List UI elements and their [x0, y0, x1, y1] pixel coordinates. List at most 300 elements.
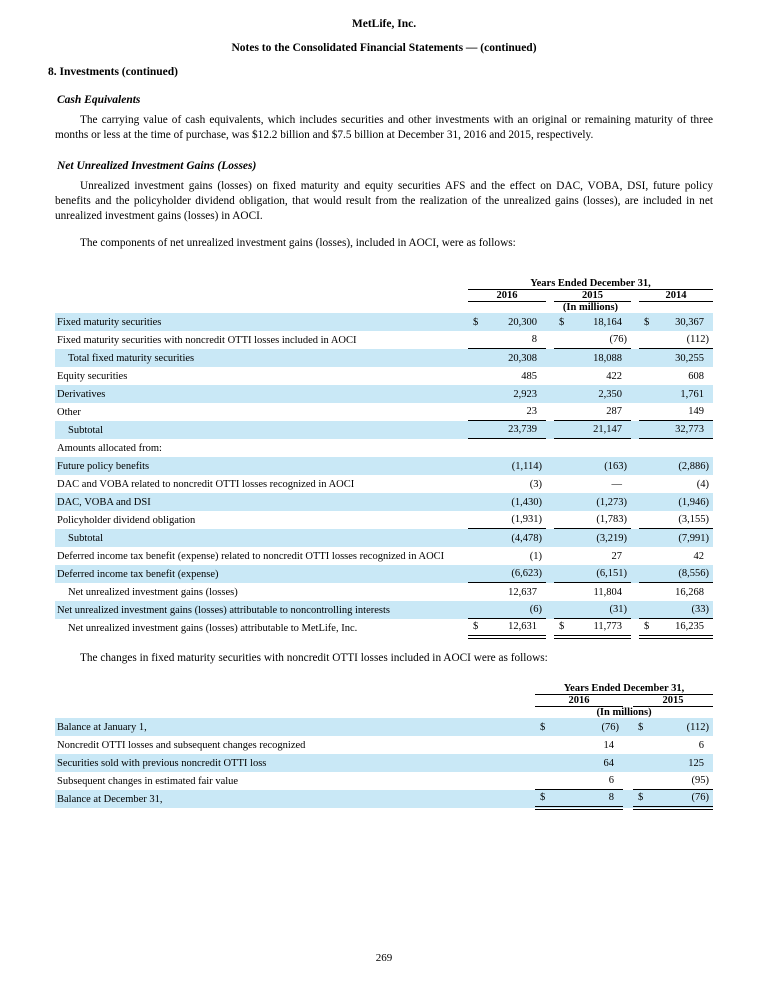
row-label-text: Amounts allocated from:: [57, 442, 162, 454]
column-gap: [631, 289, 639, 301]
table-row: [55, 493, 713, 511]
column-gap: [546, 403, 554, 421]
value-text: (1,931): [511, 514, 542, 526]
row-label: [55, 790, 535, 809]
value-cell-content: [633, 756, 713, 772]
row-label: [55, 718, 535, 736]
company-title: MetLife, Inc.: [351, 18, 417, 30]
value-cell: [535, 718, 623, 736]
value-cell-content: [468, 477, 546, 493]
column-gap: [623, 694, 633, 706]
value-text: (1): [529, 550, 542, 562]
value-cell: [639, 385, 713, 403]
value-text: (163): [604, 460, 627, 472]
value-cell: [554, 619, 631, 638]
value-cell-content: [639, 619, 713, 635]
value-text: (1,114): [511, 460, 542, 472]
value-cell: [468, 529, 546, 547]
cash-equivalents-paragraph: The carrying value of cash equivalents, which includes securities and other investments with an original or remaining maturity of three months or less at the time of purchase, was $12.2 billion and $7.5 billion at December 31, 2016 and 2015, respectively.: [55, 114, 713, 142]
value-cell-content: [639, 549, 713, 565]
components-intro-paragraph: The components of net unrealized investment gains (losses), included in AOCI, were as follows:: [80, 237, 516, 250]
value-cell-content: [633, 720, 713, 736]
value-cell: [639, 475, 713, 493]
value-text: (6): [529, 604, 542, 616]
row-label: [55, 475, 468, 493]
value-cell-content: [468, 549, 546, 565]
column-gap: [546, 421, 554, 439]
value-text: 42: [693, 550, 704, 562]
table-row: [55, 331, 713, 349]
value-cell: [639, 601, 713, 619]
row-label: [55, 583, 468, 601]
value-text: (2,886): [678, 460, 709, 472]
column-gap: [546, 601, 554, 619]
value-cell: [554, 529, 631, 547]
value-cell: [554, 565, 631, 583]
value-cell: [468, 475, 546, 493]
column-gap: [631, 601, 639, 619]
value-cell: [468, 313, 546, 331]
value-cell: [468, 439, 546, 457]
row-label: [55, 493, 468, 511]
value-cell-content: [468, 315, 546, 331]
value-text: 2,923: [513, 388, 537, 400]
column-gap: [546, 331, 554, 349]
row-label-text: Balance at December 31,: [57, 794, 163, 806]
row-label-text: DAC, VOBA and DSI: [57, 496, 151, 508]
row-label-text: Noncredit OTTI losses and subsequent changes recognized: [57, 739, 306, 751]
value-cell: [535, 772, 623, 790]
unrealized-gains-table: [55, 278, 713, 640]
row-label-text: Fixed maturity securities: [57, 316, 162, 328]
row-label: [55, 601, 468, 619]
value-text: (1,273): [596, 496, 627, 508]
row-label: [55, 313, 468, 331]
changes-intro-paragraph: The changes in fixed maturity securities with noncredit OTTI losses included in AOCI were as follows:: [80, 652, 548, 665]
value-text: (76): [691, 792, 710, 804]
value-cell-content: [468, 404, 546, 420]
value-cell-content: [554, 495, 631, 511]
row-label: [55, 736, 535, 754]
column-gap: [546, 565, 554, 583]
value-cell-content: [639, 351, 713, 367]
value-text: (3,219): [596, 532, 627, 544]
column-gap: [546, 439, 554, 457]
value-cell: [639, 619, 713, 638]
value-cell: [554, 403, 631, 421]
header-spacer: [55, 694, 535, 706]
dollar-sign: $: [638, 792, 644, 804]
value-cell: [639, 349, 713, 367]
dollar-sign: $: [540, 721, 546, 733]
value-cell-content: [554, 422, 631, 438]
table-row: [55, 547, 713, 565]
column-gap: [631, 385, 639, 403]
dollar-sign: $: [473, 316, 479, 328]
value-cell: [639, 367, 713, 385]
table-row: [55, 367, 713, 385]
row-label: [55, 565, 468, 583]
row-label-text: Net unrealized investment gains (losses): [68, 586, 238, 598]
value-text: 30,255: [675, 352, 704, 364]
value-cell-content: [468, 459, 546, 475]
year-header-row: [55, 289, 713, 301]
value-cell: [468, 619, 546, 638]
value-text: (3): [529, 478, 542, 490]
value-cell: [554, 421, 631, 439]
value-cell: [468, 547, 546, 565]
value-cell: [639, 583, 713, 601]
value-cell-content: [468, 422, 546, 438]
table-row: [55, 565, 713, 583]
value-cell: [554, 457, 631, 475]
value-text: 16,235: [675, 621, 704, 633]
row-label: [55, 547, 468, 565]
value-cell: [468, 403, 546, 421]
value-text: (33): [691, 604, 709, 616]
value-cell-content: [639, 387, 713, 403]
dollar-sign: $: [644, 316, 650, 328]
value-cell-content: [639, 422, 713, 438]
column-gap: [631, 403, 639, 421]
document-title: Notes to the Consolidated Financial Statements — (continued): [231, 42, 537, 54]
units-header-row: [55, 706, 713, 718]
column-gap: [631, 583, 639, 601]
value-cell: [554, 367, 631, 385]
table-row: [55, 583, 713, 601]
row-label: [55, 772, 535, 790]
column-gap: [546, 583, 554, 601]
row-label: [55, 403, 468, 421]
value-cell: [554, 313, 631, 331]
row-label: [55, 349, 468, 367]
table-row: [55, 601, 713, 619]
value-cell-content: [468, 585, 546, 601]
value-cell: [633, 772, 713, 790]
value-cell-content: [554, 602, 631, 618]
row-label: [55, 511, 468, 529]
header-spacer: [55, 683, 535, 695]
value-cell-content: [468, 512, 546, 528]
row-label: [55, 457, 468, 475]
value-text: (112): [686, 334, 709, 346]
value-cell: [468, 457, 546, 475]
year-column-header: 2016: [468, 289, 546, 301]
value-cell: [535, 790, 623, 809]
value-cell-content: [639, 459, 713, 475]
value-cell-content: [554, 566, 631, 582]
value-cell: [468, 583, 546, 601]
row-label-text: Subtotal: [68, 532, 104, 544]
value-text: 422: [606, 370, 622, 382]
table-row: [55, 403, 713, 421]
value-cell-content: [554, 512, 631, 528]
row-label-text: Securities sold with previous noncredit OTTI loss: [57, 757, 267, 769]
row-label: [55, 754, 535, 772]
value-text: (1,430): [511, 496, 542, 508]
table-row: [55, 457, 713, 475]
year-column-header: 2015: [633, 694, 713, 706]
value-cell-content: [639, 315, 713, 331]
value-text: 27: [611, 550, 622, 562]
value-text: 23: [526, 406, 537, 418]
row-label-text: Deferred income tax benefit (expense): [57, 568, 219, 580]
table-row: [55, 772, 713, 790]
otti-changes-table: [55, 683, 713, 811]
value-text: (7,991): [678, 532, 709, 544]
units-header-row: [55, 301, 713, 313]
net-unrealized-heading: Net Unrealized Investment Gains (Losses): [57, 159, 257, 172]
value-cell: [639, 457, 713, 475]
value-cell-content: [468, 619, 546, 635]
value-text: 608: [688, 370, 704, 382]
value-cell: [633, 718, 713, 736]
column-gap: [631, 475, 639, 493]
column-gap: [623, 718, 633, 736]
table-row: [55, 754, 713, 772]
dollar-sign: $: [559, 621, 565, 633]
value-text: (76): [601, 721, 619, 733]
row-label: [55, 421, 468, 439]
column-gap: [546, 529, 554, 547]
value-cell-content: [554, 351, 631, 367]
value-cell: [554, 583, 631, 601]
row-label-text: Balance at January 1,: [57, 721, 147, 733]
column-gap: [546, 385, 554, 403]
value-cell-content: [639, 404, 713, 420]
column-gap: [631, 565, 639, 583]
column-gap: [546, 289, 554, 301]
row-label-text: Policyholder dividend obligation: [57, 514, 196, 526]
column-gap: [631, 529, 639, 547]
value-cell-content: [633, 738, 713, 754]
value-cell: [554, 385, 631, 403]
value-cell-content: [468, 332, 546, 348]
value-cell-content: [554, 477, 631, 493]
value-text: (1,783): [596, 514, 627, 526]
value-text: 16,268: [675, 586, 704, 598]
value-text: 11,804: [593, 586, 622, 598]
value-cell-content: [639, 566, 713, 582]
row-label: [55, 529, 468, 547]
value-text: (112): [686, 721, 710, 733]
column-gap: [631, 547, 639, 565]
value-text: (6,623): [511, 568, 542, 580]
value-cell-content: [554, 585, 631, 601]
value-text: 11,773: [593, 621, 622, 633]
value-cell: [535, 736, 623, 754]
value-cell: [639, 547, 713, 565]
value-text: 14: [603, 739, 614, 751]
value-text: (3,155): [678, 514, 709, 526]
value-text: 6: [698, 739, 705, 751]
value-cell-content: [639, 477, 713, 493]
table-row: [55, 439, 713, 457]
value-cell-content: [639, 369, 713, 385]
value-text: 125: [688, 757, 705, 769]
header-spacer: [55, 278, 468, 290]
value-cell: [554, 349, 631, 367]
dollar-sign: $: [638, 721, 644, 733]
value-cell-content: [554, 619, 631, 635]
year-column-header: 2015: [554, 289, 631, 301]
row-label: [55, 439, 468, 457]
column-gap: [631, 511, 639, 529]
header-spacer: [55, 289, 468, 301]
value-cell: [639, 421, 713, 439]
value-cell: [554, 601, 631, 619]
column-gap: [546, 313, 554, 331]
value-cell: [633, 736, 713, 754]
value-cell: [554, 511, 631, 529]
column-gap: [546, 619, 554, 638]
value-cell: [633, 754, 713, 772]
value-cell: [468, 511, 546, 529]
table-row: [55, 313, 713, 331]
value-text: 1,761: [680, 388, 704, 400]
value-cell: [633, 790, 713, 809]
value-text: (4): [696, 478, 709, 490]
column-gap: [546, 349, 554, 367]
row-label-text: Other: [57, 406, 81, 418]
value-cell: [639, 403, 713, 421]
column-gap: [546, 511, 554, 529]
value-cell: [468, 421, 546, 439]
row-label-text: Net unrealized investment gains (losses) attributable to noncontrolling interests: [57, 604, 391, 616]
table-row: [55, 736, 713, 754]
value-cell: [468, 331, 546, 349]
value-text: 32,773: [675, 424, 704, 436]
row-label-text: Subtotal: [68, 424, 104, 436]
column-gap: [631, 349, 639, 367]
value-cell-content: [535, 790, 623, 806]
years-ended-header: Years Ended December 31,: [468, 278, 713, 290]
value-cell: [639, 565, 713, 583]
cash-equivalents-heading: Cash Equivalents: [57, 94, 141, 106]
value-cell-content: [554, 459, 631, 475]
value-cell: [468, 601, 546, 619]
column-gap: [631, 421, 639, 439]
column-gap: [631, 439, 639, 457]
value-cell: [468, 385, 546, 403]
column-gap: [623, 790, 633, 809]
table-row: [55, 529, 713, 547]
column-gap: [631, 313, 639, 331]
value-cell: [639, 511, 713, 529]
section-heading: 8. Investments (continued): [48, 66, 179, 78]
table-row: [55, 349, 713, 367]
column-gap: [631, 331, 639, 349]
value-cell-content: [639, 531, 713, 547]
table-row: [55, 619, 713, 638]
dollar-sign: $: [540, 792, 546, 804]
value-cell-content: [535, 773, 623, 789]
table-row: [55, 421, 713, 439]
value-text: 21,147: [593, 424, 622, 436]
net-unrealized-paragraph: Unrealized investment gains (losses) on fixed maturity and equity securities AFS and the effect on DAC, VOBA, DSI, future policy benefits and the policyholder dividend obligation, that would result from the realization of the unrealized gains (losses), are included in net unrealized investment gains (losses) in AOCI.: [55, 179, 713, 223]
value-text: (4,478): [511, 532, 542, 544]
value-text: 64: [603, 757, 614, 769]
column-gap: [546, 367, 554, 385]
column-gap: [546, 475, 554, 493]
value-cell: [554, 547, 631, 565]
value-cell-content: [535, 738, 623, 754]
table-row: [55, 385, 713, 403]
value-cell-content: [535, 756, 623, 772]
value-cell-content: [468, 495, 546, 511]
dollar-sign: $: [644, 621, 650, 633]
value-text: —: [611, 478, 622, 490]
value-cell-content: [554, 332, 631, 348]
column-gap: [623, 754, 633, 772]
value-cell: [468, 565, 546, 583]
years-ended-header: Years Ended December 31,: [535, 683, 713, 695]
table-row: [55, 790, 713, 809]
value-cell-content: [633, 773, 713, 789]
row-label-text: Total fixed maturity securities: [68, 352, 195, 364]
value-cell-content: [633, 790, 713, 806]
dollar-sign: $: [559, 316, 565, 328]
row-label: [55, 619, 468, 638]
year-header-row: [55, 694, 713, 706]
value-text: 18,088: [593, 352, 622, 364]
value-text: 20,308: [508, 352, 537, 364]
value-text: 485: [521, 370, 537, 382]
value-cell-content: [639, 332, 713, 348]
page-number: 269: [375, 952, 393, 964]
table-row: [55, 511, 713, 529]
row-label-text: Equity securities: [57, 370, 128, 382]
dollar-sign: $: [473, 621, 479, 633]
row-label-text: Deferred income tax benefit (expense) related to noncredit OTTI losses recognized in AOCI: [57, 550, 445, 562]
row-label-text: Future policy benefits: [57, 460, 150, 472]
column-gap: [546, 547, 554, 565]
value-cell: [554, 475, 631, 493]
table-header-row: [55, 683, 713, 695]
value-cell-content: [554, 315, 631, 331]
value-text: 20,300: [508, 316, 537, 328]
column-gap: [546, 457, 554, 475]
value-cell-content: [468, 351, 546, 367]
value-cell-content: [468, 566, 546, 582]
table-row: [55, 475, 713, 493]
value-cell-content: [639, 512, 713, 528]
value-cell-content: [554, 387, 631, 403]
value-text: (76): [609, 334, 627, 346]
value-text: 23,739: [508, 424, 537, 436]
value-text: (6,151): [596, 568, 627, 580]
value-cell-content: [554, 404, 631, 420]
units-label: (In millions): [596, 706, 652, 718]
column-gap: [623, 772, 633, 790]
value-text: 6: [608, 775, 614, 787]
table-row: [55, 718, 713, 736]
column-gap: [631, 493, 639, 511]
value-cell: [554, 493, 631, 511]
value-text: 2,350: [598, 388, 622, 400]
value-text: 149: [688, 406, 704, 418]
value-text: (8,556): [678, 568, 709, 580]
value-cell: [554, 331, 631, 349]
row-label: [55, 385, 468, 403]
value-cell: [468, 367, 546, 385]
value-cell: [639, 439, 713, 457]
value-cell: [535, 754, 623, 772]
value-cell: [468, 349, 546, 367]
value-text: 12,637: [508, 586, 537, 598]
row-label-text: Fixed maturity securities with noncredit OTTI losses included in AOCI: [57, 334, 357, 346]
value-cell-content: [468, 602, 546, 618]
